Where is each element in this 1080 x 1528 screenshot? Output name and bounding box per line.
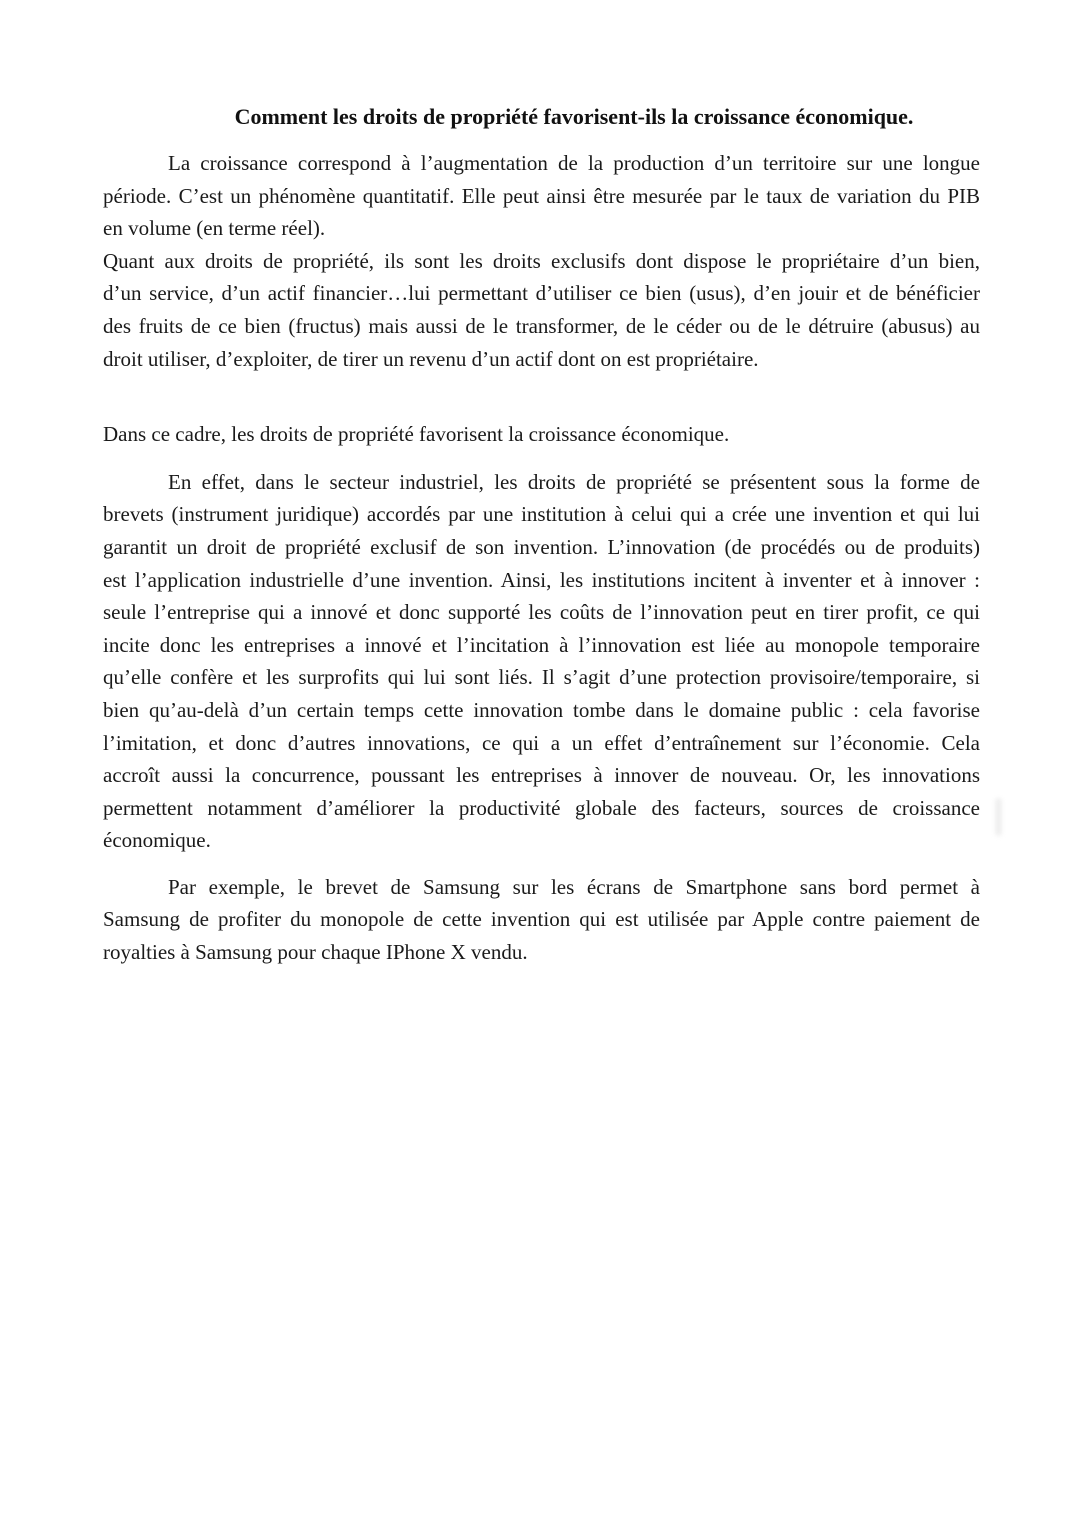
text-line: bien qu’au-delà d’un certain temps cette innovation tombe dans le domaine public : cela favorise	[103, 697, 980, 722]
text-line: brevets (instrument juridique) accordés par une institution à celui qui a crée une invention et qui lui	[103, 502, 980, 527]
text-line: Dans ce cadre, les droits de propriété favorisent la croissance économique.	[103, 422, 730, 447]
text-line: royalties à Samsung pour chaque IPhone X vendu.	[103, 940, 528, 965]
text-line: l’imitation, et donc d’autres innovations, ce qui a un effet d’entraînement sur l’économie. Cela	[103, 730, 980, 755]
paragraph-annonce-cadre	[103, 418, 980, 451]
text-line: garantit un droit de propriété exclusif de son invention. L’innovation (de procédés ou de produits)	[103, 534, 980, 559]
paragraph-definition-droits-propriete	[103, 245, 980, 375]
text-line: seule l’entreprise qui a innové et donc supporté les coûts de l’innovation peut en tirer profit, ce qui	[103, 600, 980, 625]
text-line: incite donc les entreprises a innové et l’incitation à l’innovation est liée au monopole temporaire	[103, 632, 980, 657]
text-line: qu’elle confère et les surprofits qui lui sont liés. Il s’agit d’une protection provisoire/temporaire, si	[103, 665, 980, 690]
text-line: En effet, dans le secteur industriel, les droits de propriété se présentent sous la forme de	[168, 469, 980, 494]
text-line: est l’application industrielle d’une invention. Ainsi, les institutions incitent à inventer et à innover :	[103, 567, 980, 592]
document-title: Comment les droits de propriété favorisent-ils la croissance économique.	[234, 104, 914, 129]
paragraph-exemple-samsung	[103, 871, 980, 969]
text-line: permettent notamment d’améliorer la productivité globale des facteurs, sources de croissance	[103, 795, 980, 820]
text-line: période. C’est un phénomène quantitatif. Elle peut ainsi être mesurée par le taux de variation du PIB	[103, 183, 980, 208]
text-line: La croissance correspond à l’augmentation de la production d’un territoire sur une longue	[168, 151, 980, 175]
text-line: des fruits de ce bien (fructus) mais aussi de le transformer, de le céder ou de le détruire (abusus) au	[103, 313, 980, 338]
text-line: économique.	[103, 828, 211, 853]
scan-smudge-artifact	[995, 798, 1002, 836]
text-line: droit utiliser, d’exploiter, de tirer un revenu d’un actif dont on est propriétaire.	[103, 346, 759, 371]
text-line: Samsung de profiter du monopole de cette invention qui est utilisée par Apple contre paiement de	[103, 907, 980, 932]
text-line: Par exemple, le brevet de Samsung sur les écrans de Smartphone sans bord permet à	[168, 874, 980, 899]
text-line: Quant aux droits de propriété, ils sont les droits exclusifs dont dispose le propriétaire d’un bien,	[103, 248, 980, 273]
text-line: en volume (en terme réel).	[103, 216, 326, 241]
paragraph-developpement-brevets	[103, 466, 980, 857]
text-line: d’un service, d’un actif financier…lui permettant d’utiliser ce bien (usus), d’en jouir et de bénéficier	[103, 281, 980, 306]
paragraph-intro-croissance	[103, 147, 980, 245]
text-line: accroît aussi la concurrence, poussant les entreprises à innover de nouveau. Or, les innovations	[103, 763, 980, 788]
document-content	[103, 100, 980, 969]
